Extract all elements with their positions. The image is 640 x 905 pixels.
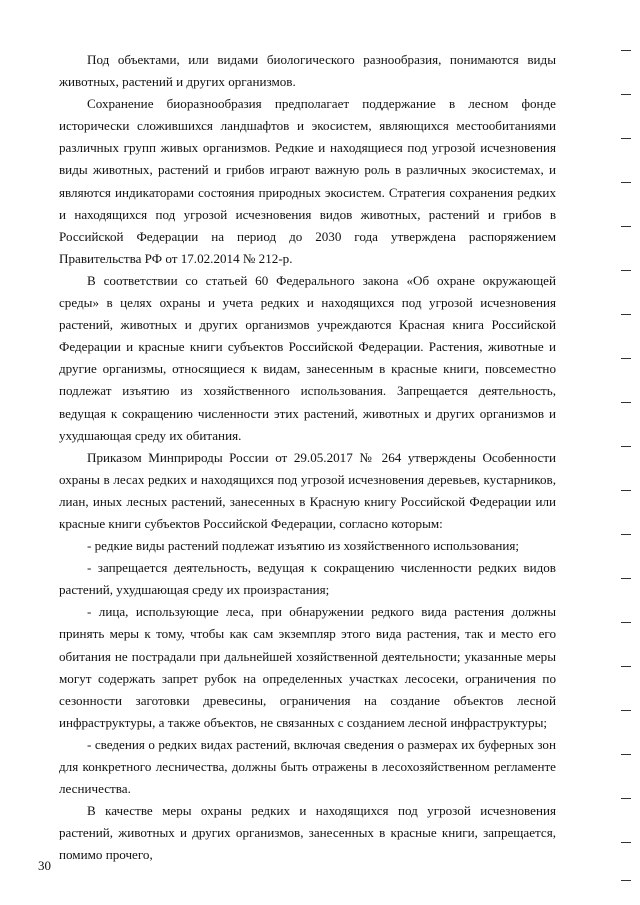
scan-edge-mark [621, 270, 631, 271]
scan-edge-mark [621, 446, 631, 447]
scan-edge-mark [621, 94, 631, 95]
paragraph: Под объектами, или видами биологического разнообразия, понимаются виды животных, растений и других организмов. [59, 52, 556, 90]
scan-edge-mark [621, 754, 631, 755]
scan-edge-mark [621, 138, 631, 139]
scan-edge-mark [621, 182, 631, 183]
paragraph: Приказом Минприроды России от 29.05.2017 № 264 утверждены Особенности охраны в лесах редких и находящихся под угрозой исчезновения деревьев, кустарников, лиан, иных лесных растений, занесенных в Красную книгу Российской Федерации или красные книги субъектов Российской Федерации, согласно которым: [59, 449, 556, 531]
list-item: - сведения о редких видах растений, включая сведения о размерах их буферных зон для конкретного лесничества, должны быть отражены в лесохозяйственном регламенте лесничества. [59, 736, 556, 797]
scan-edge-mark [621, 402, 631, 403]
scan-edge-mark [621, 666, 631, 667]
scan-edge-mark [621, 710, 631, 711]
list-item: - редкие виды растений подлежат изъятию из хозяйственного использования; [87, 538, 520, 554]
page-number: 30 [38, 858, 51, 873]
scan-edge-mark [621, 622, 631, 623]
scan-edge-mark [621, 226, 631, 227]
scan-edge-mark [621, 578, 631, 579]
scan-edge-mark [621, 490, 631, 491]
paragraph: Сохранение биоразнообразия предполагает поддержание в лесном фонде исторически сложившихся ландшафтов и экосистем, являющихся местообитаниями различных групп живых организмов. Редкие и находящиеся под угрозой исчезновения виды животных, растений и грибов играют важную роль в различных экосистемах, и являются индикаторами состояния природных экосистем. Стратегия сохранения редких и находящихся под угрозой исчезновения видов животных, растений и грибов в Российской Федерации на период до 2030 года утверждена распоряжением Правительства РФ от 17.02.2014 № 212-р. [59, 96, 556, 266]
paragraph: В соответствии со статьей 60 Федерального закона «Об охране окружающей среды» в целях охраны и учета редких и находящихся под угрозой исчезновения растений, животных и других организмов учреждаются Красная книга Российской Федерации и красные книги субъектов Российской Федерации. Растения, животные и другие организмы, относящиеся к видам, занесенным в красные книги, повсеместно подлежат изъятию из хозяйственного использования. Запрещается деятельность, ведущая к сокращению численности этих растений, животных и других организмов и ухудшающая среду их обитания. [59, 272, 556, 443]
list-item: - лица, использующие леса, при обнаружении редкого вида растения должны принять меры к тому, чтобы как сам экземпляр этого вида растения, так и место его обитания не пострадали при дальнейшей хозяйственной деятельности; указанные меры могут содержать запрет рубок на определенных участках лесосеки, ограничения по сезонности заготовки древесины, ограничения на создание объектов лесной инфраструктуры, а также объектов, не связанных с созданием лесной инфраструктуры; [59, 604, 556, 730]
scan-edge-mark [621, 798, 631, 799]
paragraph: В качестве меры охраны редких и находящихся под угрозой исчезновения растений, животных и других организмов, занесенных в красные книги, запрещается, помимо прочего, [59, 803, 556, 863]
list-item: - запрещается деятельность, ведущая к сокращению численности редких видов растений, ухудшающая среду их произрастания; [59, 560, 556, 598]
scan-edge-mark [621, 534, 631, 535]
scan-edge-mark [621, 842, 631, 843]
scan-edge-mark [621, 358, 631, 359]
scan-edge-mark [621, 314, 631, 315]
document-body [59, 49, 556, 866]
scan-edge-mark [621, 880, 631, 881]
scan-edge-mark [621, 50, 631, 51]
